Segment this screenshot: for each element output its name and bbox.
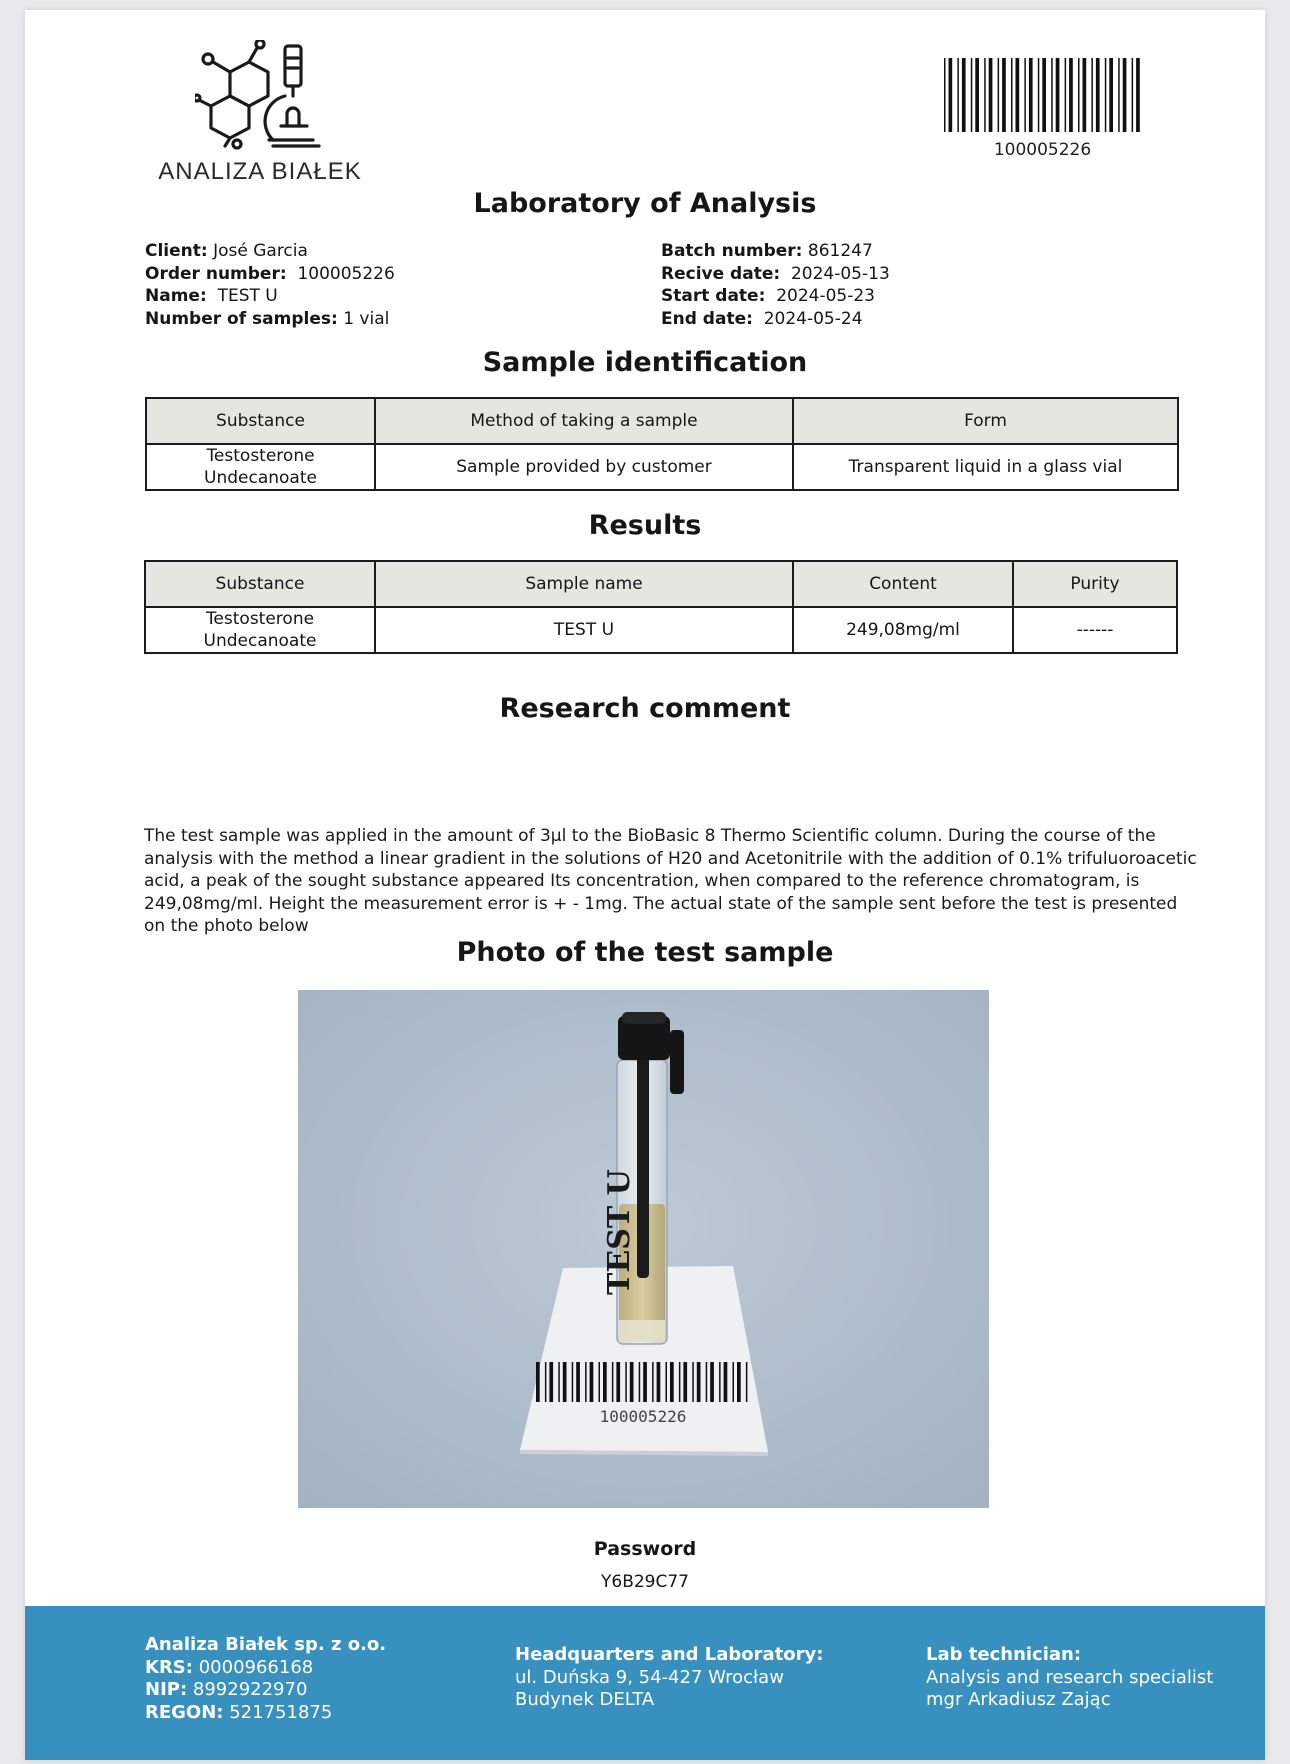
sample-identification-heading: Sample identification [482,347,808,378]
column-header: Sample name [375,561,793,607]
results-heading: Results [588,510,702,541]
recive-row: Recive date: 2024-05-13 [661,263,890,284]
column-header: Substance [145,561,375,607]
name-value: TEST U [217,286,278,306]
table-row [146,444,1178,490]
name-row: Name: TEST U [145,286,278,306]
molecule-microscope-icon [195,40,335,150]
form-cell: Transparent liquid in a glass vial [793,444,1178,490]
nip-value: 8992922970 [192,1679,308,1700]
regon-value: 521751875 [229,1701,333,1723]
start-row: Start date: 2024-05-23 [661,286,875,306]
samples-value: 1 vial [343,308,390,329]
sample-name-cell: TEST U [375,607,793,653]
technician-label: Lab technician: [926,1644,1082,1665]
company-name: Analiza Białek sp. z o.o. [145,1634,387,1655]
card-barcode-number: 100005226 [599,1407,687,1426]
vial-photo-image [298,990,989,1508]
vial-label-text: TEST U [602,1169,637,1295]
technician-title: Analysis and research specialist [926,1666,1214,1688]
end-value: 2024-05-24 [763,308,863,329]
report-page [25,10,1265,1760]
password-label: Password [593,1538,697,1560]
recive-value: 2024-05-13 [790,263,890,284]
page-title: Laboratory of Analysis [473,188,817,219]
sample-identification-table [145,397,1179,491]
end-row: End date: 2024-05-24 [661,308,863,329]
company-logo [145,40,375,190]
method-cell: Sample provided by customer [375,444,793,490]
hq-label: Headquarters and Laboratory: [515,1644,824,1665]
table-row [145,607,1177,653]
photo-heading: Photo of the test sample [456,937,834,968]
barcode-icon [940,58,1145,132]
column-header: Form [793,398,1178,444]
krs-value: 0000966168 [198,1656,314,1678]
column-header: Purity [1013,561,1177,607]
substance-cell: Testosterone Undecanoate [145,607,375,653]
substance-cell: Testosterone Undecanoate [146,444,375,490]
order-row: Order number: 100005226 [145,263,395,284]
table-header-row [145,561,1177,607]
footer-technician [926,1644,1213,1712]
content-cell: 249,08mg/ml [793,607,1013,653]
footer [25,1606,1265,1760]
client-row: Client: José Garcia [145,241,308,261]
table-header-row [146,398,1178,444]
order-value: 100005226 [297,263,395,284]
info-left [145,240,395,330]
research-comment-text: The test sample was applied in the amount of 3µl to the BioBasic 8 Thermo Scientific column. During the course of the analysis with the method a linear gradient in the solutions of H20 and Acetonitrile with the addition of 0.1% trifuluoroacetic acid, a peak of the sought substance appeared Its concentration, when compared to the reference chromatogram, is 249,08mg/ml. Height the measurement error is + - 1mg. The actual state of the sample sent before the test is presented on the photo below [144,826,1197,936]
client-value: José Garcia [213,241,308,261]
footer-headquarters [515,1644,823,1712]
batch-row: Batch number: 861247 [661,241,873,261]
technician-name: mgr Arkadiusz Zając [926,1689,1111,1710]
password-value: Y6B29C77 [601,1572,689,1592]
hq-address: ul. Duńska 9, 54-427 Wrocław [515,1666,784,1688]
column-header: Content [793,561,1013,607]
start-value: 2024-05-23 [776,286,875,306]
hq-building: Budynek DELTA [515,1689,655,1710]
footer-company: Analiza Białek sp. z o.o. KRS: 0000966168 NIP: 8992922970 REGON: 521751875 [145,1634,387,1723]
barcode-number: 100005226 [993,140,1092,160]
purity-cell: ------ [1013,607,1177,653]
batch-value: 861247 [807,241,873,261]
column-header: Substance [146,398,375,444]
header-barcode [940,58,1145,168]
results-table [144,560,1178,654]
research-comment-heading: Research comment [499,693,791,724]
logo-text: ANALIZA BIAŁEK [158,158,362,185]
column-header: Method of taking a sample [375,398,793,444]
sample-photo [298,990,989,1508]
samples-row: Number of samples: 1 vial [145,308,390,329]
info-right [661,240,890,330]
